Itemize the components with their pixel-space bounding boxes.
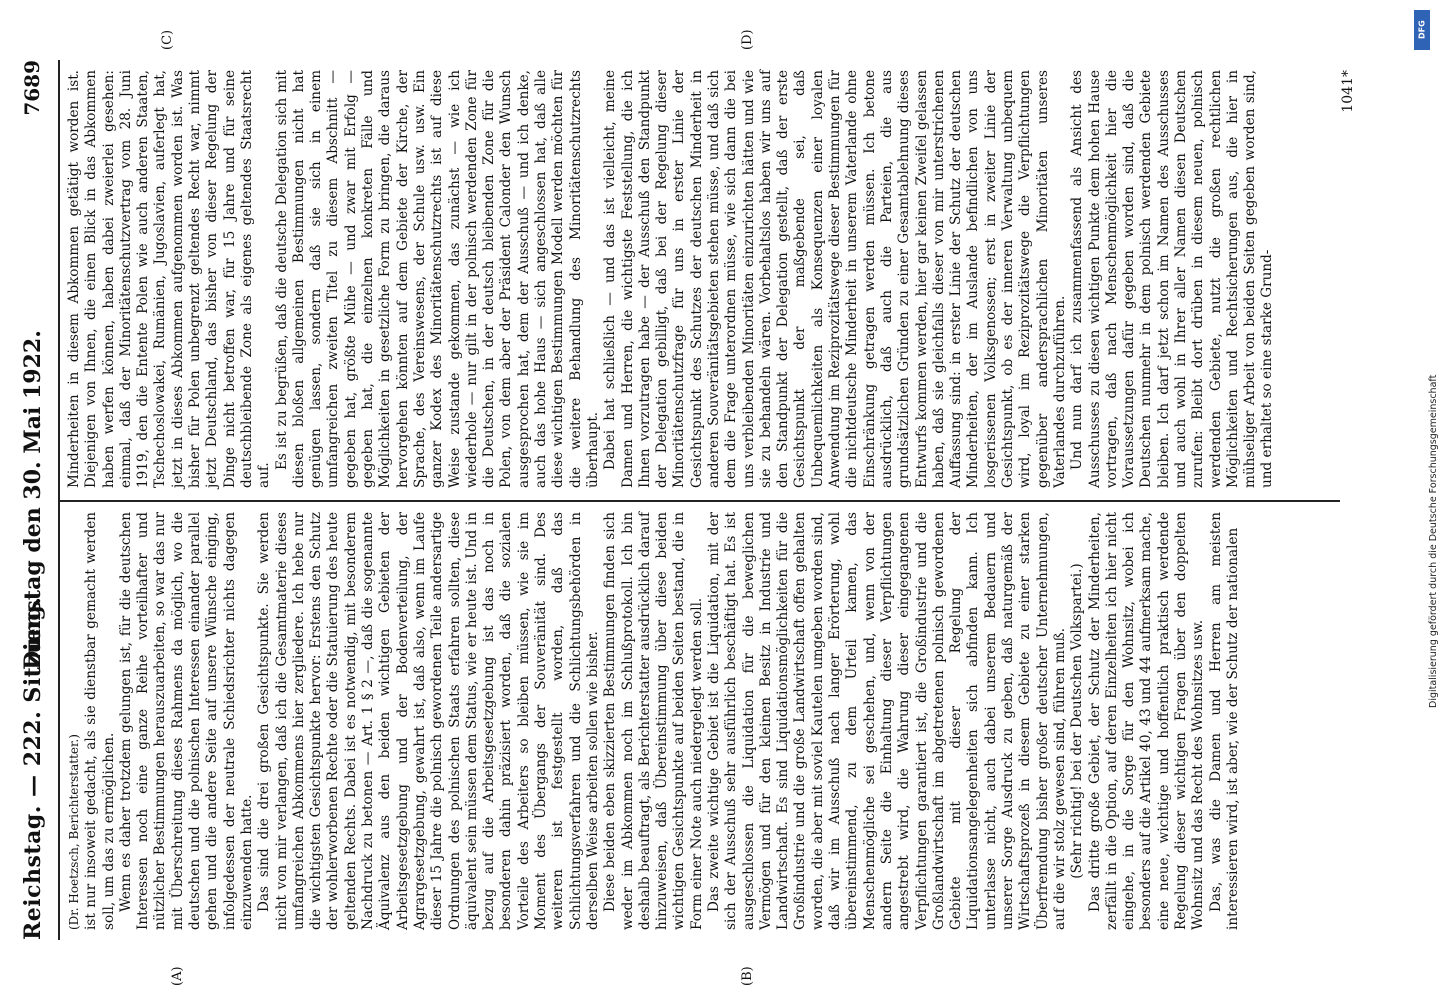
footer-number: 1041* — [1340, 70, 1356, 113]
margin-marker-b: (B) — [740, 966, 755, 986]
paragraph: Das dritte große Gebiet, der Schutz der Minderheiten, zerfällt in die Option, auf deren Einzelheiten ich hier nicht eingehe, in die Sorge für den Wohnsitz, wobei ich besonders auf die Artikel 40, 43 und 44 aufmerksam mache, eine neue, wichtige und hoffentlich praktisch werdende Regelung dieser wichtigen Fragen über den doppelten Wohnsitz und das Recht des Wohnsitzes usw. — [1086, 512, 1207, 930]
margin-marker-a: (A) — [170, 966, 185, 986]
credit-text: Digitalisierung gefördert durch die Deutsche Forschungsgemeinschaft — [1428, 374, 1439, 708]
paragraph: ist nur insoweit gedacht, als sie dienstbar gemacht werden soll, um das zu ermöglichen. — [83, 512, 117, 930]
speaker-note: (Dr. Hoetzsch, Berichterstatter.) — [67, 734, 81, 930]
paragraph: Es ist zu begrüßen, daß die deutsche Delegation sich mit diesen bloßen allgemeinen Bestimmungen nicht hat genügen lassen, sondern daß sie sich in einem umfangreichen zweiten Titel zu diesem Abschnitt — gegeben hat, größte Mühe — und zwar mit Erfolg — gegeben hat, die einzelnen konkreten Fälle und Möglichkeiten in gesetzliche Form zu bringen, die daraus hervorgehen könnten auf dem Gebiete der Kirche, der Sprache, des Vereinswesens, der Schule usw. usw. Ein ganzer Kodex des Minoritätenschutzrechts ist auf diese Weise zustande gekommen, das zunächst — wie ich wiederhole — nur gilt in der polnisch werdenden Zone für die Deutschen, in der deutsch bleibenden Zone für die Polen, von dem aber der Präsident Calonder den Wunsch ausgesprochen hat, dem der Ausschuß — und ich denke, auch das hohe Haus — sich angeschlossen hat, daß alle diese wichtigen Bestimmungen Modell werden möchten für die weitere Behandlung des Minoritätenschutzrechts überhaupt. — [273, 70, 601, 488]
interjection: (Sehr richtig! bei der Deutschen Volkspartei.) — [1069, 563, 1086, 879]
dfg-logo: DFG — [1414, 10, 1430, 50]
paragraph: Minderheiten in diesem Abkommen getätigt worden ist. Diejenigen von Ihnen, die einen Blick in das Abkommen haben werfen können, haben dabei zweierlei gesehen: einmal, daß der Minoritätenschutzvertrag vom 28. Juni 1919, den die Entente Polen wie auch anderen Staaten, Tschechoslowakei, Rumänien, Jugoslavien, auferlegt hat, jetzt in dieses Abkommen aufgenommen worden ist. Was bisher für Polen unbegrenzt geltendes Recht war, nimmt jetzt Deutschland, das bisher von dieser Regelung der Dinge nicht betroffen war, für 15 Jahre und für seine deutschbleibende Zone als eigenes geltendes Staatsrecht auf. — [66, 70, 273, 488]
paragraph: Wenn es daher trotzdem gelungen ist, für die deutschen Interessen noch eine ganze Reihe vorteilhafter und nützlicher Bestimmungen herauszuarbeiten, so war das nur mit Überschreitung dieses Rahmens da möglich, wo die deutschen und die polnischen Interessen einander parallel gehen und die andere Seite auf unsere Wünsche einging, infolgedessen der neutrale Schiedsrichter nichts dagegen einzuwenden hatte. — [117, 512, 255, 930]
header-date: Dienstag den 30. Mai 1922. — [20, 330, 46, 670]
column-divider — [60, 500, 1340, 502]
right-column — [66, 70, 1277, 488]
header-session: Reichstag. — 222. Sitzung. — [20, 596, 46, 940]
paragraph: Das, was die Damen und Herren am meisten interessieren wird, ist aber, wie der Schutz der nationalen — [1207, 512, 1241, 930]
left-column — [66, 512, 1242, 930]
paragraph: Diese beiden eben skizzierten Bestimmungen finden sich weder im Abkommen noch im Schlußprotokoll. Ich bin deshalb beauftragt, als Berichterstatter ausdrücklich darauf hinzuweisen, daß Übereinstimmung über diese beiden wichtigen Gesichtspunkte auf beiden Seiten bestand, die in Form einer Note auch niedergelegt werden soll. — [602, 512, 705, 930]
paragraph: Und nun darf ich zusammenfassend als Ansicht des Ausschusses zu diesen wichtigen Punkte dem hohen Hause vortragen, daß nach Menschenmöglichkeit hier die Voraussetzungen dafür gegeben worden sind, daß die Deutschen nunmehr in dem polnisch werdenden Gebiete bleiben. Ich darf jetzt schon im Namen des Ausschusses und auch wohl in Ihrer aller Namen diesen Deutschen zurufen: Bleibt dort drüben in diesem neuen, polnisch werdenden Gebiete, nutzt die großen rechtlichen Möglichkeiten und Rechtsicherungen aus, die hier in mühseliger Arbeit von beiden Seiten gegeben worden sind, und erhaltet so eine starke Grund- — [1069, 70, 1276, 488]
header-page-number: 7689 — [20, 60, 44, 116]
paragraph: Dabei hat schließlich — und das ist vielleicht, meine Damen und Herren, die wichtigste Feststellung, die ich Ihnen vorzutragen habe — der Ausschuß den Standpunkt der Delegation gebilligt, daß bei der Regelung dieser Minoritätenschutzfrage für uns in erster Linie der Gesichtspunkt des Schutzes der deutschen Minderheit in anderen Souveränitätsgebieten stehen müsse, und daß sich dem die Frage unterordnen müsse, wie sich dann die bei uns verbleibenden Minoritäten einzurichten hätten und wie sie zu behandeln wären. Vorbehaltslos haben wir uns auf den Standpunkt der Delegation gestellt, daß der erste Gesichtspunkt der maßgebende sei, daß Unbequemlichkeiten als Konsequenzen einer loyalen Anwendung im Reziprozitätswege dieser Bestimmungen für die nichtdeutsche Minderheit in unserem Vaterlande ohne Einschränkung getragen werden müssen. Ich betone ausdrücklich, daß auch die Parteien, die aus grundsätzlichen Gründen zu einer Gesamtablehnung dieses Entwurfs kommen werden, hier gar keinen Zweifel gelassen haben, daß sie gleichfalls dieser von mir unterstrichenen Auffassung sind: in erster Linie der Schutz der deutschen Minderheiten, der im Auslande befindlichen von uns losgerissenen Volksgenossen; erst in zweiter Linie der Gesichtspunkt, ob es der inneren Verwaltung unbequem wird, loyal im Reziprozitätswege die Verpflichtungen gegenüber andersprachlichen Minoritäten unseres Vaterlandes durchzuführen. — [602, 70, 1068, 488]
margin-marker-d: (D) — [740, 29, 755, 50]
digitization-credit — [1412, 8, 1439, 992]
paragraph: Das sind die drei großen Gesichtspunkte. Sie werden nicht von mir verlangen, daß ich die Gesamtmaterie dieses umfangreichen Abkommens hier zergliedere. Ich hebe nur die wichtigsten Gesichtspunkte hervor: Erstens den Schutz der wohlerworbenen Rechte oder die Statuierung des heute geltenden Rechts. Dabei ist es notwendig, mit besonderem Nachdruck zu betonen — Art. 1 § 2 —, daß die sogenannte Äquivalenz aus den beiden wichtigen Gebieten der Arbeitsgesetzgebung und der Bodenverteilung, der Agrargesetzgebung, gewahrt ist, daß also, wenn im Laufe dieser 15 Jahre die polnisch gewordenen Teile andersartige Ordnungen des polnischen Staats erfahren sollten, diese äquivalent sein müssen dem Status, wie er heute ist. Und in bezug auf die Arbeitsgesetzgebung ist das noch in besonderen dahin präzisiert worden, daß die sozialen Vorteile des Arbeiters so bleiben müssen, wie sie im Moment des Übergangs der Souveränität sind. Des weiteren ist festgestellt worden, daß das Schlichtungsverfahren und die Schlichtungsbehörden in derselben Weise arbeiten sollen wie bisher. — [256, 512, 601, 930]
page-header — [14, 60, 54, 940]
paragraph: Das zweite wichtige Gebiet ist die Liquidation, mit der sich der Ausschuß sehr ausführlich beschäftigt hat. Es ist ausgeschlossen die Liquidation für die beweglichen Vermögen und für den kleinen Besitz in Industrie und Landwirtschaft. Es sind Liquidationsmöglichkeiten für die Großindustrie und die große Landwirtschaft offen gehalten worden, die aber mit soviel Kautelen umgeben worden sind, daß wir im Ausschuß nach langer Erörterung, wohl übereinstimmend, zu dem Urteil kamen, das Menschenmögliche sei geschehen, und, wenn von der andern Seite die Einhaltung dieser Verpflichtungen angestrebt wird, die Wahrung dieser eingegangenen Verpflichtungen garantiert ist, die Großindustrie und die Großlandwirtschaft im abgetretenen polnisch gewordenen Gebiete mit dieser Regelung der Liquidationsangelegenheiten sich abfinden kann. Ich unterlasse nicht, auch dabei unserem Bedauern und unserer Sorge Ausdruck zu geben, daß naturgemäß der Wirtschaftsprozeß in diesem Gebiete zu einer starken Überfremdung bisher großer deutscher Unternehmungen, auf die wir stolz gewesen sind, führen muß. — [705, 512, 1068, 930]
margin-marker-c: (C) — [160, 29, 175, 50]
